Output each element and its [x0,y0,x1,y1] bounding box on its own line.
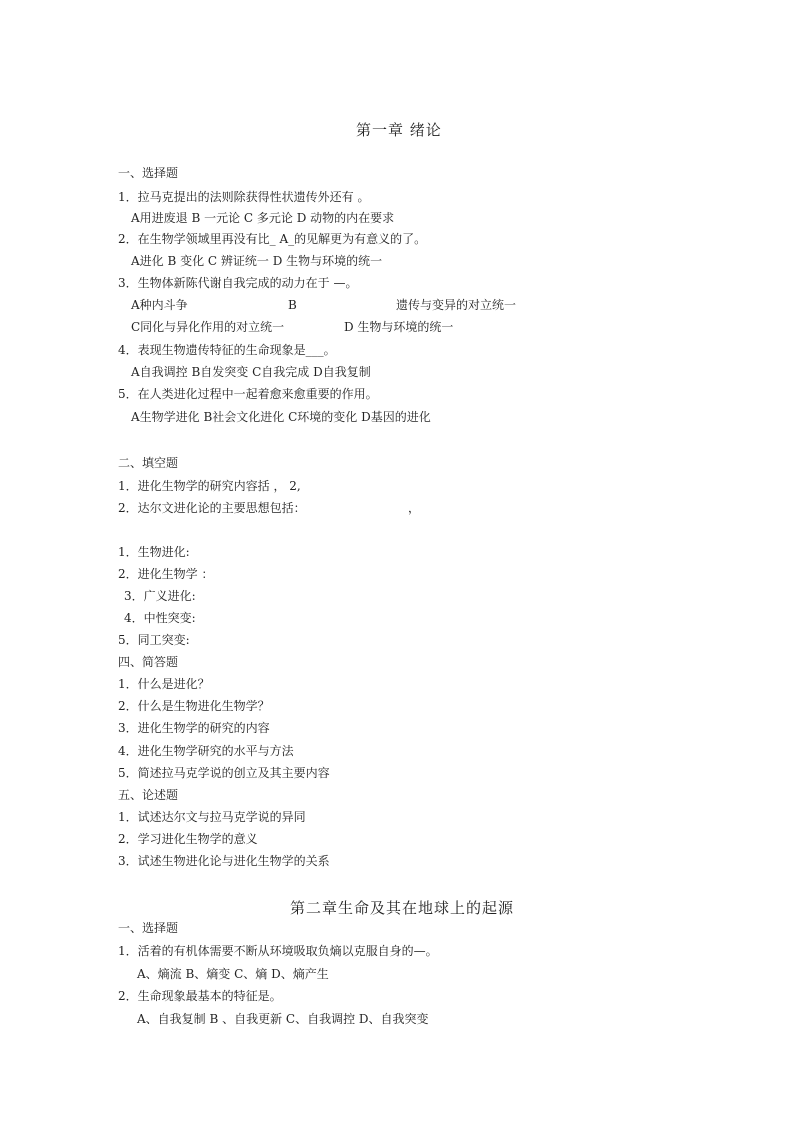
essay-2: 2．学习进化生物学的意义 [118,832,258,846]
chapter-2-question-1-options: A、熵流 B、熵变 C、熵 D、熵产生 [137,967,329,981]
definition-3: 3．广义进化: [124,589,196,603]
fill-question-2: 2．达尔文进化论的主要思想包括： [118,501,306,515]
question-2: 2．在生物学领域里再没有比_ A_的见解更为有意义的了。 [118,232,427,246]
fill-question-1: 1．进化生物学的研究内容括 ， 2, [118,479,301,493]
question-3-option-c: C同化与异化作用的对立统一 [131,320,285,334]
question-5-options: A生物学进化 B社会文化进化 C环境的变化 D基因的进化 [131,410,431,424]
definition-4: 4．中性突变: [124,611,196,625]
essay-1: 1．试述达尔文与拉马克学说的异同 [118,810,306,824]
chapter-2-question-1: 1．活着的有机体需要不断从环境吸取负熵以克服自身的—。 [118,944,438,958]
chapter-1-title: 第一章 绪论 [356,121,442,139]
fill-question-2-comma: ， [408,501,421,515]
short-answer-2: 2．什么是生物进化生物学？ [118,699,270,713]
definition-1: 1．生物进化: [118,545,190,559]
chapter-2-title: 第二章生命及其在地球上的起源 [290,899,515,917]
question-3-option-d: D 生物与环境的统一 [344,320,454,334]
definition-5: 5．同工突变: [118,633,190,647]
question-4-options: A自我调控 B自发突变 C自我完成 D自我复制 [131,365,371,379]
chapter-2-section-choice-heading: 一、选择题 [118,921,179,935]
section-essay-heading: 五、论述题 [118,788,179,802]
section-short-answer-heading: 四、简答题 [118,655,179,669]
short-answer-5: 5．简述拉马克学说的创立及其主要内容 [118,766,330,780]
question-4: 4．表现生物遗传特征的生命现象是___。 [118,343,336,357]
chapter-2-question-2: 2．生命现象最基本的特征是。 [118,989,282,1003]
short-answer-4: 4．进化生物学研究的水平与方法 [118,744,294,758]
question-3-option-b-text: 遗传与变异的对立统一 [396,298,517,312]
definition-2: 2．进化生物学 ： [118,567,214,581]
short-answer-1: 1．什么是进化？ [118,677,210,691]
section-fill-heading: 二、填空题 [118,456,179,470]
question-2-options: A进化 B 变化 C 辨证统一 D 生物与环境的统一 [131,254,383,268]
question-1-options: A用进废退 B 一元论 C 多元论 D 动物的内在要求 [131,211,395,225]
chapter-2-question-2-options: A、自我复制 B 、自我更新 C、自我调控 D、自我突变 [137,1012,429,1026]
short-answer-3: 3．进化生物学的研究的内容 [118,721,270,735]
essay-3: 3．试述生物进化论与进化生物学的关系 [118,854,330,868]
question-3-option-b-letter: B [288,298,297,312]
question-5: 5．在人类进化过程中一起着愈来愈重要的作用。 [118,387,378,401]
question-1: 1．拉马克提出的法则除获得性状遗传外还有 。 [118,190,370,204]
question-3-option-a: A种内斗争 [131,298,188,312]
question-3: 3．生物体新陈代谢自我完成的动力在于 —。 [118,276,358,290]
section-choice-heading: 一、选择题 [118,166,179,180]
